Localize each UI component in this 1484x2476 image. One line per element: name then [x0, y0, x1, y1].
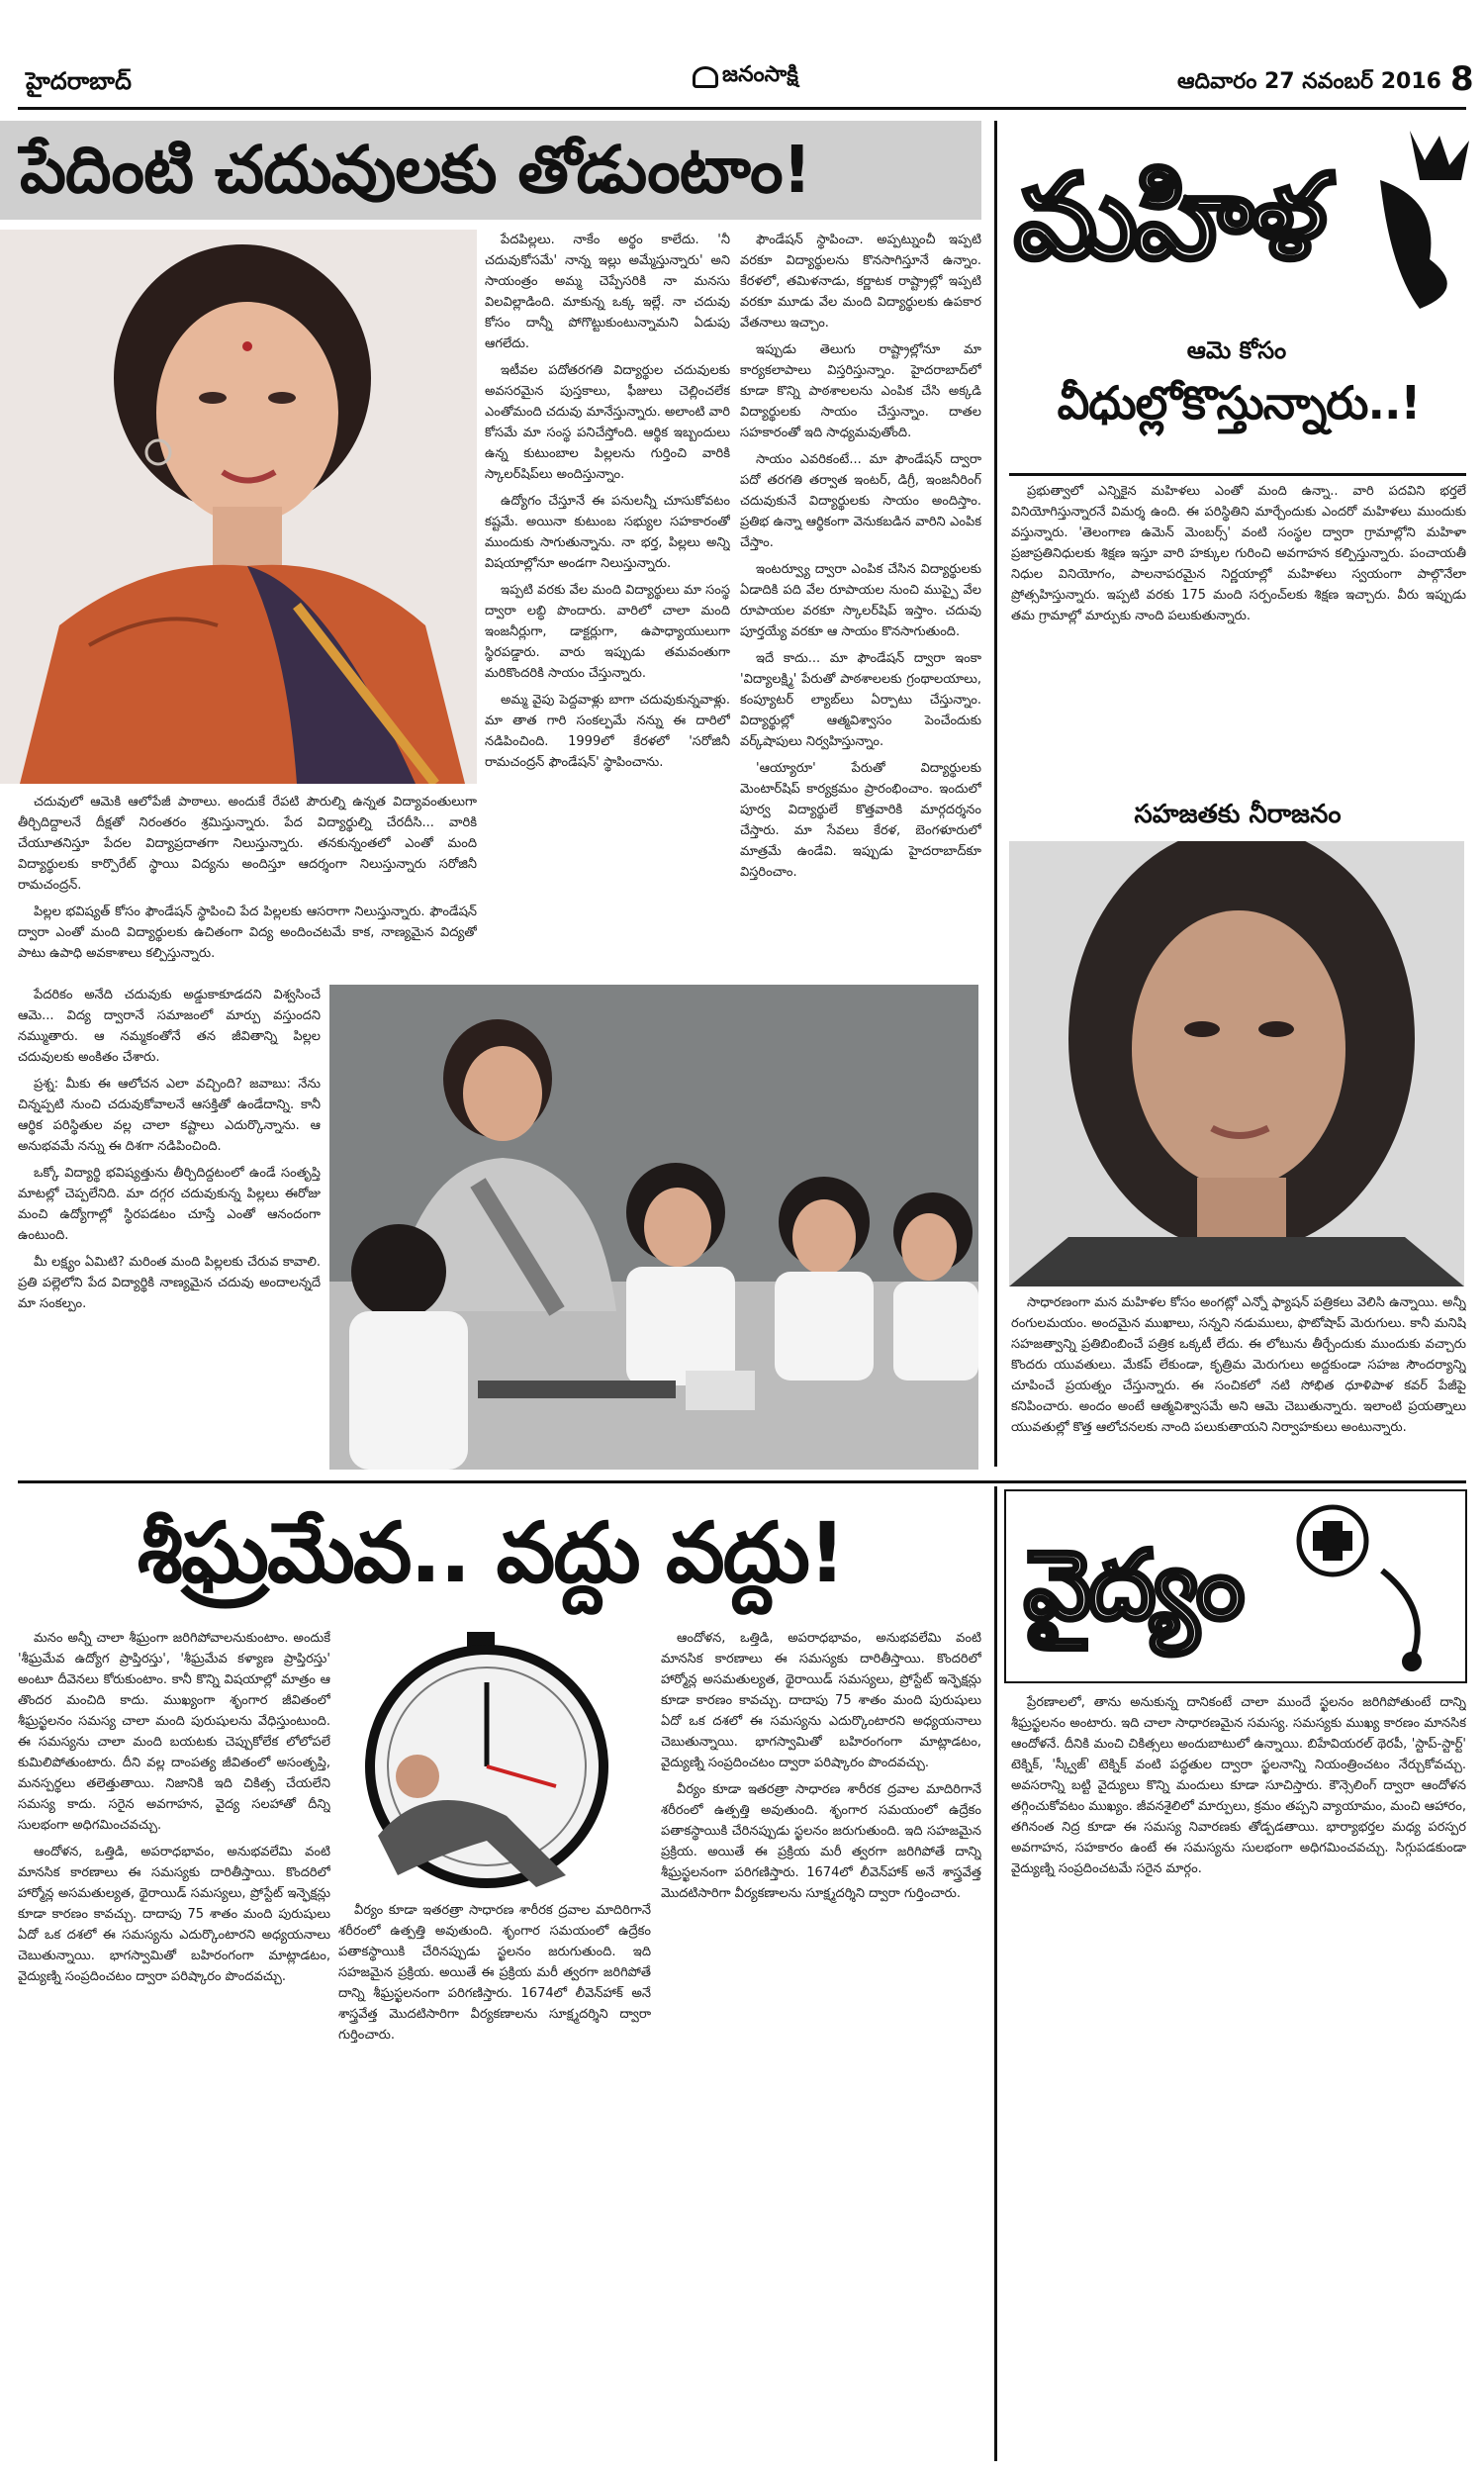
mahila-section-title: మహిళ [1014, 147, 1324, 285]
story1-col-a-para-3: పేదరికం అనేది చదువుకు అడ్డుకాకూడదని విశ్వసించే ఆమె... విద్య ద్వారానే సమాజంలో మార్పు వస్తుందని నమ్ముతారు. ఆ నమ్మకంతోనే తన జీవితాన్ని పిల్లల చదువులకు అంకితం చేశారు. [18, 988, 321, 1065]
classroom-illustration [329, 985, 978, 1470]
actress-illustration [1009, 841, 1464, 1286]
city-label: హైదరాబాద్ [26, 67, 132, 95]
mahila-headline: వీధుల్లోకొస్తున్నారు..! [1057, 376, 1421, 429]
newspaper-name: జనంసాక్షి [722, 62, 798, 87]
story1-col-c-para-4: ఇంటర్వ్యూ ద్వారా ఎంపిక చేసిన విద్యార్థులకు ఏడాదికి పది వేల రూపాయల నుంచి ముప్పై వేల రూపాయల వరకూ స్కాలర్‌షిప్ ఇస్తాం. చదువు పూర్తయ్యే వరకూ ఆ సాయం కొనసాగుతుంది. [740, 562, 981, 639]
story2-col-b-text: వీర్యం కూడా ఇతరత్రా సాధారణ శారీరక ద్రవాల మాదిరిగానే శరీరంలో ఉత్పత్తి అవుతుంది. శృంగార సమయంలో ఉద్రేకం పతాకస్థాయికి చేరినప్పుడు స్ఖలనం జరుగుతుంది. ఇది సహజమైన ప్రక్రియ. అయితే ఈ ప్రక్రియ మరీ త్వరగా జరిగిపోతే దాన్ని శీఘ్రస్ఖలనంగా పరిగణిస్తారు. 1674లో లీవెన్‌హాక్ అనే శాస్త్రవేత్త మొదటిసారిగా వీర్యకణాలను సూక్ష్మదర్శిని ద్వారా గుర్తించారు. [338, 1903, 651, 2043]
portrait-photo [0, 230, 477, 784]
story2-col-a-text: మనం అన్నీ చాలా శీఘ్రంగా జరిగిపోవాలనుకుంటాం. అందుకే 'శీఘ్రమేవ ఉద్యోగ ప్రాప్తిరస్తు', 'శీఘ్రమేవ కళ్యాణ ప్రాప్తిరస్తు' అంటూ దీవెనలు కోరుకుంటాం. కానీ కొన్ని విషయాల్లో మాత్రం ఆ తొందర మంచిది కాదు. ముఖ్యంగా శృంగార జీవితంలో శీఘ్రస్ఖలనం సమస్య చాలా మంది పురుషులను వేధిస్తుంటుంది. ఈ సమస్యను చాలా మంది బయటకు చెప్పుకోలేక లోలోపలే కుమిలిపోతుంటారు. దీని వల్ల దాంపత్య జీవితంలో అసంతృప్తి, మనస్పర్థలు తలెత్తుతాయి. నిజానికి ఇది చికిత్స చేయలేని సమస్య కాదు. సరైన అవగాహన, వైద్య సలహాతో దీన్ని సులభంగా అధిగమించవచ్చు. [18, 1631, 330, 1833]
mahila-body [1011, 481, 1466, 793]
story1-column-a-top [18, 792, 477, 980]
story1-col-b-para-2: ఇటీవల పదోతరగతి విద్యార్థుల చదువులకు అవసరమైన పుస్తకాలు, ఫీజులు చెల్లించలేక ఎంతోమంది చదువు మానేస్తున్నారు. అలాంటి వారి కోసమే మా సంస్థ పనిచేస్తోంది. ఆర్థిక ఇబ్బందులు ఉన్న కుటుంబాల పిల్లలను గుర్తించి వారికి స్కాలర్‌షిప్‌లు అందిస్తున్నాం. [485, 363, 730, 482]
story1-col-b-para-1: పేదపిల్లలు. నాకేం అర్థం కాలేదు. 'నీ చదువుకోసమే' నాన్న ఇల్లు అమ్మేస్తున్నారు' అని సాయంత్రం అమ్మ చెప్పేసరికి నా మనసు విలవిల్లాడింది. మాకున్న ఒక్క ఇల్లే. నా చదువు కోసం దాన్నీ పోగొట్టుకుంటున్నామని ఏడుపు ఆగలేదు. [485, 233, 730, 351]
stopwatch-illustration [338, 1628, 645, 1895]
column-divider-lower [994, 1486, 997, 2461]
column-divider [994, 121, 997, 1467]
story1-column-a [18, 985, 321, 1470]
masthead-rule [18, 107, 1466, 110]
story2-column-a [18, 1628, 330, 2459]
story1-col-b-para-5: అమ్మ వైపు పెద్దవాళ్లు బాగా చదువుకున్నవాళ్లు. మా తాత గారి సంకల్పమే నన్ను ఈ దారిలో నడిపించింది. 1999లో కేరళలో 'సరోజినీ రామచంద్రన్ ఫౌండేషన్' స్థాపించాను. [485, 693, 730, 770]
mahila-section-banner [1004, 121, 1469, 319]
story1-col-b-para-3: ఉద్యోగం చేస్తూనే ఈ పనులన్నీ చూసుకోవటం కష్టమే. అయినా కుటుంబ సభ్యుల సహకారంతో ముందుకు సాగుతున్నాను. నా భర్త, పిల్లలు అన్ని విషయాల్లోనూ అండగా నిలుస్తున్నారు. [485, 494, 730, 571]
classroom-photo [329, 985, 978, 1470]
vaidyam-body [1011, 1692, 1466, 2459]
story1-col-a-para-5: ఒక్కో విద్యార్థి భవిష్యత్తును తీర్చిదిద్దటంలో ఉండే సంతృప్తి మాటల్లో చెప్పలేనిది. మా దగ్గర చదువుకున్న పిల్లలు ఈరోజు మంచి ఉద్యోగాల్లో స్థిరపడటం చూస్తే ఎంతో ఆనందంగా ఉంటుంది. [18, 1166, 321, 1243]
section-rule [18, 1480, 1466, 1483]
vaidyam-section-title: వైద్యం [1024, 1529, 1242, 1641]
story2-col-c-text: ఆందోళన, ఒత్తిడి, అపరాధభావం, అనుభవలేమి వంటి మానసిక కారణాలు ఈ సమస్యకు దారితీస్తాయి. కొందరిలో హార్మోన్ల అసమతుల్యత, థైరాయిడ్ సమస్యలు, ప్రోస్టేట్ ఇన్ఫెక్షన్లు కూడా కారణం కావచ్చు. దాదాపు 75 శాతం మంది పురుషులు ఏదో ఒక దశలో ఈ సమస్యను ఎదుర్కొంటారని అధ్యయనాలు చెబుతున్నాయి. భాగస్వామితో బహిరంగంగా మాట్లాడటం, వైద్యుణ్ని సంప్రదించటం ద్వారా పరిష్కారం పొందవచ్చు. [661, 1631, 981, 1770]
story1-col-b-para-4: ఇప్పటి వరకు వేల మంది విద్యార్థులు మా సంస్థ ద్వారా లబ్ధి పొందారు. వారిలో చాలా మంది ఇంజనీర్లుగా, డాక్టర్లుగా, ఉపాధ్యాయులుగా స్థిరపడ్డారు. వారు ఇప్పుడు తమవంతుగా మరికొందరికి సాయం చేస్తున్నారు. [485, 583, 730, 681]
section2-title: సహజతకు నీరాజనం [1134, 800, 1342, 829]
vaidyam-body-text: ప్రేరణాలలో, తాను అనుకున్న దానికంటే చాలా ముందే స్ఖలనం జరిగిపోతుంటే దాన్ని శీఘ్రస్ఖలనం అంటారు. ఇది చాలా సాధారణమైన సమస్య. సమస్యకు ముఖ్య కారణం మానసిక ఆందోళనే. దీనికి మంచి చికిత్సలు అందుబాటులో ఉన్నాయి. బిహేవియరల్ థెరపీ, 'స్టాప్-స్టార్ట్' టెక్నిక్, 'స్క్వీజ్' టెక్నిక్ వంటి పద్ధతుల ద్వారా స్ఖలనాన్ని నియంత్రించటం నేర్చుకోవచ్చు. అవసరాన్ని బట్టి వైద్యులు కొన్ని మందులు కూడా సూచిస్తారు. కౌన్సెలింగ్ ద్వారా ఆందోళన తగ్గించుకోవటం ముఖ్యం. జీవనశైలిలో మార్పులు, క్రమం తప్పని వ్యాయామం, మంచి ఆహారం, తగినంత నిద్ర కూడా ఈ సమస్య నివారణకు తోడ్పడతాయి. భార్యాభర్తల మధ్య పరస్పర అవగాహన, సహకారం ఉంటే ఈ సమస్యను సులభంగా అధిగమించవచ్చు. సిగ్గుపడకుండా వైద్యుణ్ని సంప్రదించటమే సరైన మార్గం. [1011, 1695, 1466, 1876]
story1-headline-box [0, 121, 981, 220]
story2-col-b-text-repeat: వీర్యం కూడా ఇతరత్రా సాధారణ శారీరక ద్రవాల మాదిరిగానే శరీరంలో ఉత్పత్తి అవుతుంది. శృంగార సమయంలో ఉద్రేకం పతాకస్థాయికి చేరినప్పుడు స్ఖలనం జరుగుతుంది. ఇది సహజమైన ప్రక్రియ. అయితే ఈ ప్రక్రియ మరీ త్వరగా జరిగిపోతే దాన్ని శీఘ్రస్ఖలనంగా పరిగణిస్తారు. 1674లో లీవెన్‌హాక్ అనే శాస్త్రవేత్త మొదటిసారిగా వీర్యకణాలను సూక్ష్మదర్శిని ద్వారా గుర్తించారు. [661, 1782, 981, 1901]
vaidyam-section-banner [1004, 1489, 1467, 1683]
story2-column-b [338, 1900, 651, 2459]
actress-photo [1009, 841, 1464, 1286]
story1-col-c-para-1: ఫౌండేషన్ స్థాపించా. అప్పట్నుంచీ ఇప్పటి వరకూ విద్యార్థులను కొనసాగిస్తూనే ఉన్నాం. కేరళలో, తమిళనాడు, కర్ణాటక రాష్ట్రాల్లో ఇప్పటి వరకూ మూడు వేల మంది విద్యార్థులకు ఉపకార వేతనాలు ఇచ్చాం. [740, 233, 981, 331]
page-number: 8 [1450, 59, 1474, 99]
story2-col-c-text-repeat: ఆందోళన, ఒత్తిడి, అపరాధభావం, అనుభవలేమి వంటి మానసిక కారణాలు ఈ సమస్యకు దారితీస్తాయి. కొందరిలో హార్మోన్ల అసమతుల్యత, థైరాయిడ్ సమస్యలు, ప్రోస్టేట్ ఇన్ఫెక్షన్లు కూడా కారణం కావచ్చు. దాదాపు 75 శాతం మంది పురుషులు ఏదో ఒక దశలో ఈ సమస్యను ఎదుర్కొంటారని అధ్యయనాలు చెబుతున్నాయి. భాగస్వామితో బహిరంగంగా మాట్లాడటం, వైద్యుణ్ని సంప్రదించటం ద్వారా పరిష్కారం పొందవచ్చు. [18, 1845, 330, 1984]
story1-col-c-para-3: సాయం ఎవరికంటే... మా ఫౌండేషన్ ద్వారా పదో తరగతి తర్వాత ఇంటర్, డిగ్రీ, ఇంజనీరింగ్ చదువుకునే విద్యార్థులకు సాయం అందిస్తాం. ప్రతిభ ఉన్నా ఆర్థికంగా వెనుకబడిన వారిని ఎంపిక చేస్తాం. [740, 452, 981, 550]
section2-body [1011, 1292, 1466, 1475]
section2-body-text: సాధారణంగా మన మహిళల కోసం అంగట్లో ఎన్నో ఫ్యాషన్ పత్రికలు వెలిసి ఉన్నాయి. అన్నీ రంగులమయం. అందమైన ముఖాలు, సన్నని నడుములు, ఫొటోషాప్ మెరుగులు. కానీ మనిషి సహజత్వాన్ని ప్రతిబింబించే పత్రిక ఒక్కటీ లేదు. ఈ లోటును తీర్చేందుకు ముందుకు వచ్చారు కొందరు యువతులు. మేకప్ లేకుండా, కృత్రిమ మెరుగులు అద్దకుండా సహజ సౌందర్యాన్ని చూపించే ప్రయత్నం చేస్తున్నారు. ఈ సంచికలో నటి సోభిత ధూళిపాళ కవర్ పేజీపై కనిపించారు. అందం అంటే ఆత్మవిశ్వాసమే అని ఆమె చెబుతున్నారు. ఇలాంటి ప్రయత్నాలు యువతుల్లో కొత్త ఆలోచనలకు నాంది పలుకుతాయని నిర్వాహకులు అంటున్నారు. [1011, 1295, 1466, 1435]
issue-date: ఆదివారం 27 నవంబర్ 2016 [1177, 69, 1441, 94]
mahila-body-text: ప్రభుత్వాలో ఎన్నికైన మహిళలు ఎంతో మంది ఉన్నా.. వారి పదవిని భర్తలే వినియోగిస్తున్నారనే విమర్శ ఉంది. ఈ పరిస్థితిని మార్చేందుకు ఎందరో మహిళలు ముందుకు వస్తున్నారు. 'తెలంగాణ ఉమెన్ మెంబర్స్' వంటి సంస్థల ద్వారా గ్రామాల్లోని మహిళా ప్రజాప్రతినిధులకు శిక్షణ ఇస్తూ వారి హక్కుల గురించి అవగాహన కల్పిస్తున్నారు. పంచాయతీ నిధుల వినియోగం, పాలనాపరమైన నిర్ణయాల్లో మహిళలు స్వయంగా పాల్గొనేలా ప్రోత్సహిస్తున్నారు. ఇప్పటి వరకు 175 మంది సర్పంచ్‌లకు శిక్షణ ఇచ్చారు. వీరు ఇప్పుడు తమ గ్రామాల్లో మార్పుకు నాంది పలుకుతున్నారు. [1011, 484, 1466, 623]
portrait-illustration [0, 230, 477, 784]
story1-col-c-para-5: ఇదే కాదు... మా ఫౌండేషన్ ద్వారా ఇంకా 'విద్యాలక్ష్మి' పేరుతో పాఠశాలలకు గ్రంథాలయాలు, కంప్యూటర్ ల్యాబ్‌లు ఏర్పాటు చేస్తున్నాం. విద్యార్థుల్లో ఆత్మవిశ్వాసం పెంచేందుకు వర్క్‌షాపులు నిర్వహిస్తున్నాం. [740, 651, 981, 749]
logo-icon [693, 66, 718, 88]
story1-column-c [740, 230, 981, 977]
newspaper-logo [693, 57, 801, 97]
mahila-rule [1009, 473, 1466, 476]
stopwatch-icon [338, 1628, 645, 1895]
mahila-kicker: ఆమె కోసం [1186, 336, 1287, 364]
story1-headline: పేదింటి చదువులకు తోడుంటాం! [20, 132, 811, 208]
story1-col-a-para-1: చదువులో ఆమెకి ఆలోపేజీ పాఠాలు. అందుకే రేపటి పౌరుల్ని ఉన్నత విద్యావంతులుగా తీర్చిదిద్దాలనే దీక్షతో నిరంతరం శ్రమిస్తున్నారు. పేద విద్యార్థుల్ని చేరదీసి... వారికి చేయూతనిస్తూ పేదల విద్యాప్రదాతగా నిలుస్తున్నారు. తనకున్నంతలో ఎంతో మంది విద్యార్థులకు కార్పొరేట్ స్థాయి విద్యను అందిస్తూ ఆదర్శంగా నిలుస్తున్నారు సరోజినీ రామచంద్రన్. [18, 795, 477, 893]
story1-col-a-para-2: పిల్లల భవిష్యత్ కోసం ఫౌండేషన్ స్థాపించి పేద పిల్లలకు ఆసరాగా నిలుస్తున్నారు. ఫౌండేషన్ ద్వారా ఎంతో మంది విద్యార్థులకు ఉచితంగా విద్య అందించటమే కాక, నాణ్యమైన విద్యతో పాటు ఉపాధి అవకాశాలు కల్పిస్తున్నారు. [18, 905, 477, 961]
story1-col-a-para-4: ప్రశ్న: మీకు ఈ ఆలోచన ఎలా వచ్చింది? జవాబు: నేను చిన్నప్పటి నుంచి చదువుకోవాలనే ఆసక్తితో ఉండేదాన్ని. కానీ ఆర్థిక పరిస్థితుల వల్ల చాలా కష్టాలు ఎదుర్కొన్నాను. ఆ అనుభవమే నన్ను ఈ దిశగా నడిపించింది. [18, 1077, 321, 1154]
story1-col-a-para-6: మీ లక్ష్యం ఏమిటి? మరింత మంది పిల్లలకు చేరువ కావాలి. ప్రతి పల్లెలోని పేద విద్యార్థికి నాణ్యమైన చదువు అందాలన్నదే మా సంకల్పం. [18, 1255, 321, 1311]
story1-column-b [485, 230, 730, 977]
story2-headline: శీఘ్రమేవ.. వద్దు వద్దు! [137, 1504, 845, 1601]
story2-column-c [661, 1628, 981, 2459]
story1-col-c-para-2: ఇప్పుడు తెలుగు రాష్ట్రాల్లోనూ మా కార్యకలాపాలు విస్తరిస్తున్నాం. హైదరాబాద్‌లో కూడా కొన్ని పాఠశాలలను ఎంపిక చేసి అక్కడి విద్యార్థులకు సాయం చేస్తున్నాం. దాతల సహకారంతో ఇది సాధ్యమవుతోంది. [740, 342, 981, 440]
story1-col-c-para-6: 'ఆయ్యారూ' పేరుతో విద్యార్థులకు మెంటార్‌షిప్ కార్యక్రమం ప్రారంభించాం. ఇందులో పూర్వ విద్యార్థులే కొత్తవారికి మార్గదర్శనం చేస్తారు. మా సేవలు కేరళ, బెంగళూరులో మాత్రమే ఉండేవి. ఇప్పుడు హైదరాబాద్‌కూ విస్తరించాం. [740, 761, 981, 880]
